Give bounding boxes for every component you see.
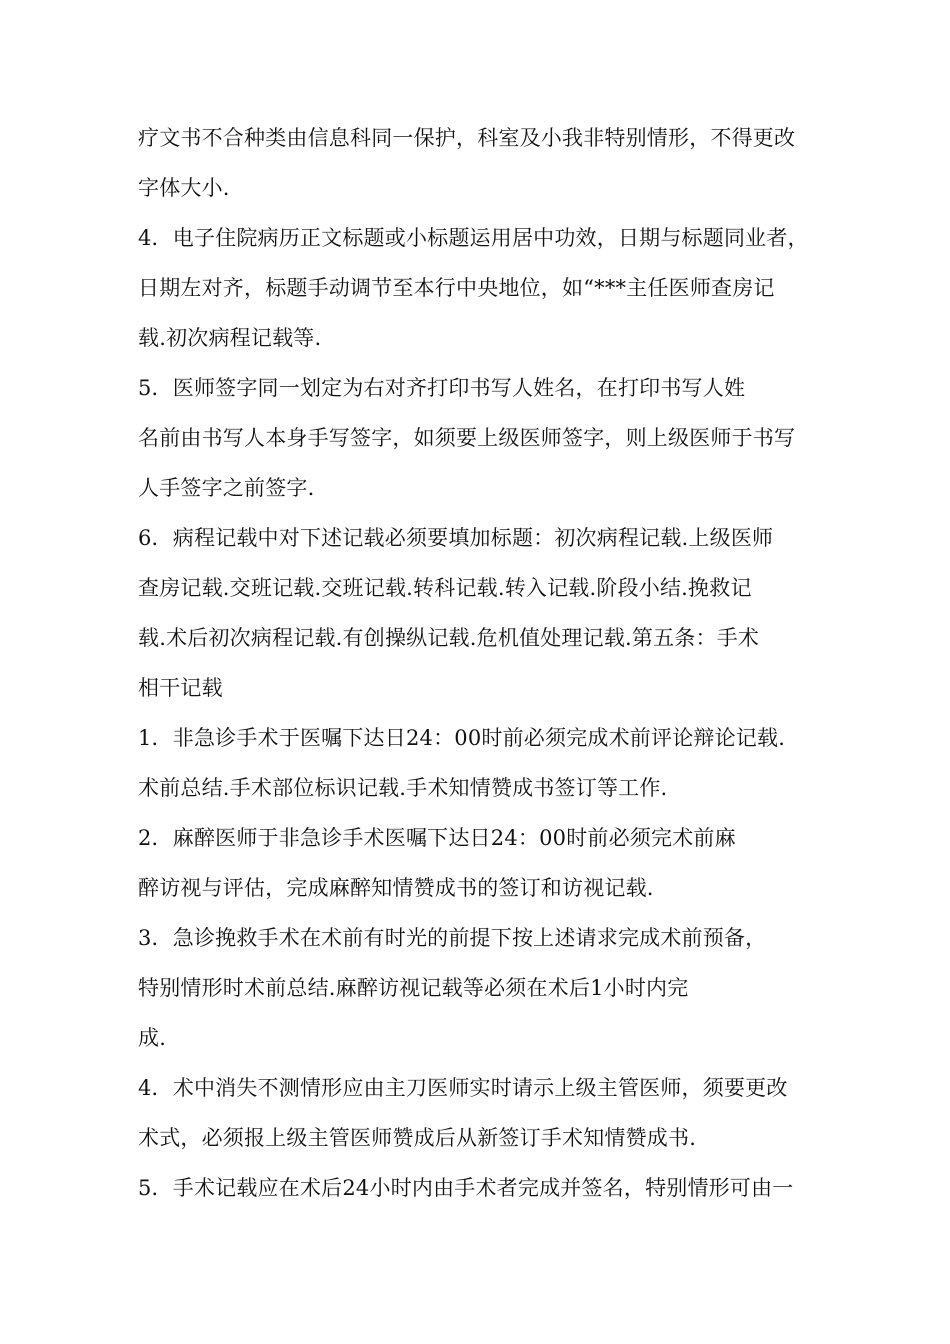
text-line: 2．麻醉医师于非急诊手术医嘱下达日24：00时前必须完术前麻: [138, 826, 736, 850]
text-line: 3．急诊挽救手术在术前有时光的前提下按上述请求完成术前预备，: [138, 926, 767, 950]
document-body: [138, 118, 838, 1218]
text-line: 名前由书写人本身手写签字，如须要上级医师签字，则上级医师于书写: [138, 426, 796, 450]
text-line: 术式，必须报上级主管医师赞成后从新签订手术知情赞成书.: [138, 1126, 697, 1150]
text-line: 4．电子住院病历正文标题或小标题运用居中功效，日期与标题同业者，: [138, 226, 809, 250]
text-line: 术前总结.手术部位标识记载.手术知情赞成书签订等工作.: [138, 776, 668, 800]
text-line: 5．医师签字同一划定为右对齐打印书写人姓名，在打印书写人姓: [138, 376, 746, 400]
text-line: 字体大小.: [138, 176, 230, 200]
text-line: 疗文书不合种类由信息科同一保护，科室及小我非特别情形，不得更改: [138, 126, 796, 150]
text-line: 载.术后初次病程记载.有创操纵记载.危机值处理记载.第五条：手术: [138, 626, 760, 650]
text-line: 载.初次病程记载等.: [138, 326, 322, 350]
text-line: 特别情形时术前总结.麻醉访视记载等必须在术后1小时内完: [138, 976, 689, 1000]
text-line: 5．手术记载应在术后24小时内由手术者完成并签名，特别情形可由一: [138, 1176, 794, 1200]
text-line: 相干记载: [138, 676, 223, 700]
text-line: 6．病程记载中对下述记载必须要填加标题：初次病程记载.上级医师: [138, 526, 774, 550]
text-line: 日期左对齐，标题手动调节至本行中央地位，如“***主任医师查房记: [138, 276, 775, 300]
text-line: 成.: [138, 1026, 167, 1050]
text-line: 醉访视与评估，完成麻醉知情赞成书的签订和访视记载.: [138, 876, 654, 900]
text-line: 1．非急诊手术于医嘱下达日24：00时前必须完成术前评论辩论记载.: [138, 726, 786, 750]
text-line: 人手签字之前签字.: [138, 476, 315, 500]
text-line: 查房记载.交班记载.交班记载.转科记载.转入记载.阶段小结.挽救记: [138, 576, 752, 600]
text-line: 4．术中消失不测情形应由主刀医师实时请示上级主管医师，须要更改: [138, 1076, 788, 1100]
